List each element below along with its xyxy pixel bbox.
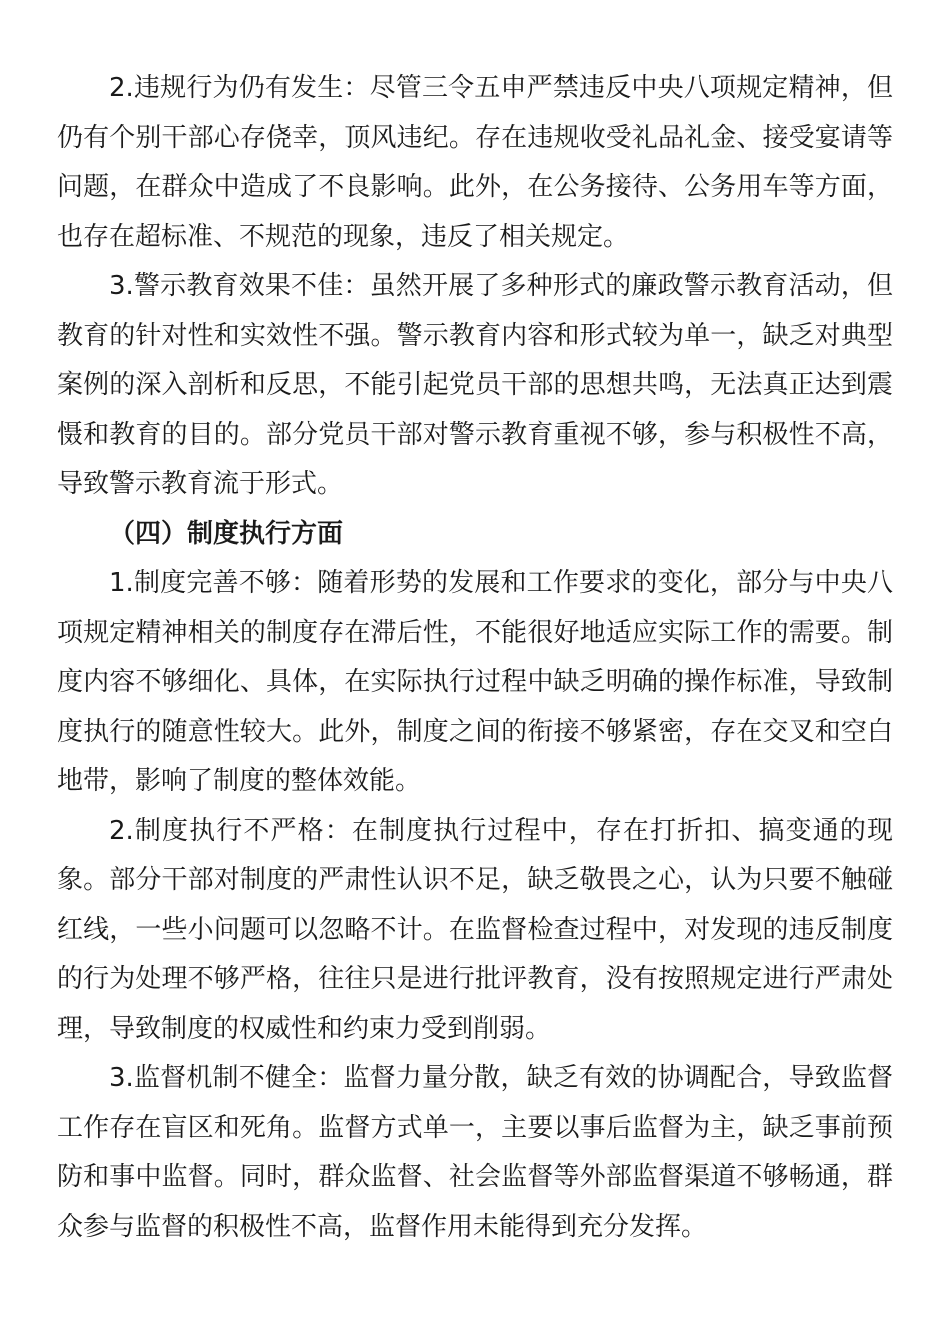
paragraph-violations: 2.违规行为仍有发生：尽管三令五申严禁违反中央八项规定精神，但仍有个别干部心存侥幸，顶风违纪。存在违规收受礼品礼金、接受宴请等问题，在群众中造成了不良影响。此外，在公务接待、公务用车等方面，也存在超标准、不规范的现象，违反了相关规定。 [57,73,893,252]
section-heading-system-execution: （四）制度执行方面 [109,518,344,549]
paragraph-warning-education: 3.警示教育效果不佳：虽然开展了多种形式的廉政警示教育活动，但教育的针对性和实效性不强。警示教育内容和形式较为单一，缺乏对典型案例的深入剖析和反思，不能引起党员干部的思想共鸣，无法真正达到震慑和教育的目的。部分党员干部对警示教育重视不够，参与积极性不高，导致警示教育流于形式。 [57,271,893,499]
paragraph-supervision-mechanism: 3.监督机制不健全：监督力量分散，缺乏有效的协调配合，导致监督工作存在盲区和死角。监督方式单一，主要以事后监督为主，缺乏事前预防和事中监督。同时，群众监督、社会监督等外部监督渠道不够畅通，群众参与监督的积极性不高，监督作用未能得到充分发挥。 [57,1063,893,1242]
paragraph-system-enforcement: 2.制度执行不严格：在制度执行过程中，存在打折扣、搞变通的现象。部分干部对制度的严肃性认识不足，缺乏敬畏之心，认为只要不触碰红线，一些小问题可以忽略不计。在监督检查过程中，对发现的违反制度的行为处理不够严格，往往只是进行批评教育，没有按照规定进行严肃处理，导致制度的权威性和约束力受到削弱。 [57,815,893,1044]
paragraph-system-improvement: 1.制度完善不够：随着形势的发展和工作要求的变化，部分与中央八项规定精神相关的制度存在滞后性，不能很好地适应实际工作的需要。制度内容不够细化、具体，在实际执行过程中缺乏明确的操作标准，导致制度执行的随意性较大。此外，制度之间的衔接不够紧密，存在交叉和空白地带，影响了制度的整体效能。 [57,568,893,796]
document-page [57,64,893,1252]
